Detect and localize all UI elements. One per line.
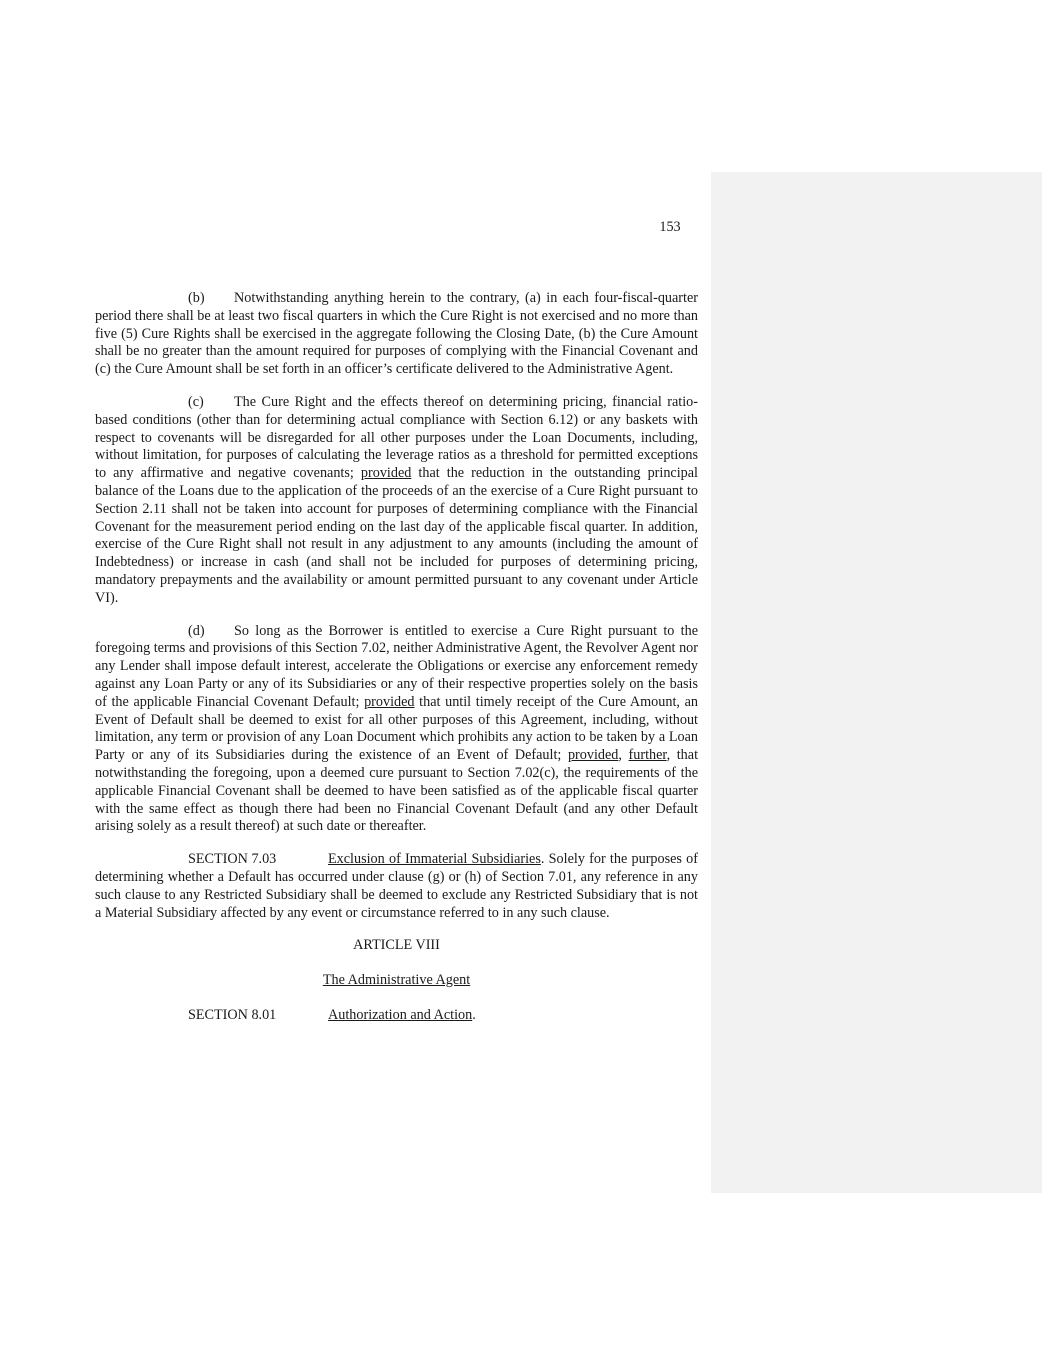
document-body [95,290,698,1025]
paragraph-b-label: (b) [188,290,205,306]
paragraph-c [95,394,698,608]
paragraph-d-comma: , [618,747,629,764]
article-title-text: The Administrative Agent [322,972,471,989]
paragraph-b-text: Notwithstanding anything herein to the contrary, (a) in each four-fiscal-quarter period there shall be at least two fiscal quarters in which the Cure Right is not exercised and no more than five (5) Cure Rights shall be exercised in the aggregate following the Closing Date, (b) the Cure Amount shall be no greater than the amount required for purposes of complying with the Financial Covenant and (c) the Cure Amount shall be set forth in an officer’s certificate delivered to the Administrative Agent. [95,290,698,378]
section-7-03 [95,851,698,922]
paragraph-c-text-1: The Cure Right and the effects thereof on determining pricing, financial ratio-based conditions (other than for determining actual compliance with Section 6.12) or any baskets with respect to covenants will be disregarded for all other purposes under the Loan Documents, including, without limitation, for purposes of calculating the leverage ratios as a threshold for permitted exceptions to any affirmative and negative covenants; [95,393,698,482]
provided-term: provided [360,465,412,482]
paragraph-d [95,623,698,837]
paragraph-d-text-3: , that notwithstanding the foregoing, upon a deemed cure pursuant to Section 7.02(c), the requirements of the applicable Financial Covenant shall be deemed to have been satisfied as of the applicable fiscal quarter with the same effect as though there had been no Financial Covenant Default (and any other Default arising solely as a result thereof) at such date or thereafter. [95,747,699,835]
article-title [95,972,698,990]
paragraph-d-text-1: So long as the Borrower is entitled to exercise a Cure Right pursuant to the foregoing terms and provisions of this Section 7.02, neither Administrative Agent, the Revolver Agent nor any Lender shall impose default interest, accelerate the Obligations or exercise any enforcement remedy against any Loan Party or any of its Subsidiaries or any of their respective properties solely on the basis of the applicable Financial Covenant Default; [95,622,698,710]
section-8-01 [95,1007,698,1025]
section-8-01-period: . [472,1006,476,1023]
paragraph-d-text-2: that until timely receipt of the Cure Amount, an Event of Default shall be deemed to exist for all other purposes of this Agreement, including, without limitation, any term or provision of any Loan Document which prohibits any action to be taken by a Loan Party or any of its Subsidiaries during the existence of an Event of Default; [95,693,698,764]
page-number: 153 [659,219,681,235]
paragraph-b [95,290,698,379]
section-7-03-number: SECTION 7.03 [188,851,277,868]
provided-term: provided [364,693,415,710]
paragraph-c-text-2: that the reduction in the outstanding principal balance of the Loans due to the application of the proceeds of an the exercise of a Cure Right pursuant to Section 2.11 shall not be taken into account for purposes of determining compliance with the Financial Covenant for the measurement period ending on the last day of the applicable fiscal quarter. In addition, exercise of the Cure Right shall not result in any adjustment to any amounts (including the amount of Indebtedness) or increase in cash (and shall not be included for purposes of determining pricing, mandatory prepayments and the availability or amount permitted pursuant to any covenant under Article VI). [95,465,698,606]
section-7-03-title: Exclusion of Immaterial Subsidiaries [328,851,541,868]
section-8-01-title: Authorization and Action [328,1006,473,1023]
paragraph-c-label: (c) [188,393,204,410]
section-8-01-number: SECTION 8.01 [188,1006,277,1023]
further-term: further [628,747,667,764]
provided-term: provided [567,747,619,764]
comment-pane [711,172,1042,1193]
paragraph-d-label: (d) [188,622,205,639]
section-7-03-text: . Solely for the purposes of determining whether a Default has occurred under clause (g) or (h) of Section 7.01, any reference in any such clause to any Restricted Subsidiary shall be deemed to exclude any Restricted Subsidiary that is not a Material Subsidiary affected by any event or circumstance referred to in any such clause. [95,851,698,921]
article-heading: ARTICLE VIII [353,937,440,954]
